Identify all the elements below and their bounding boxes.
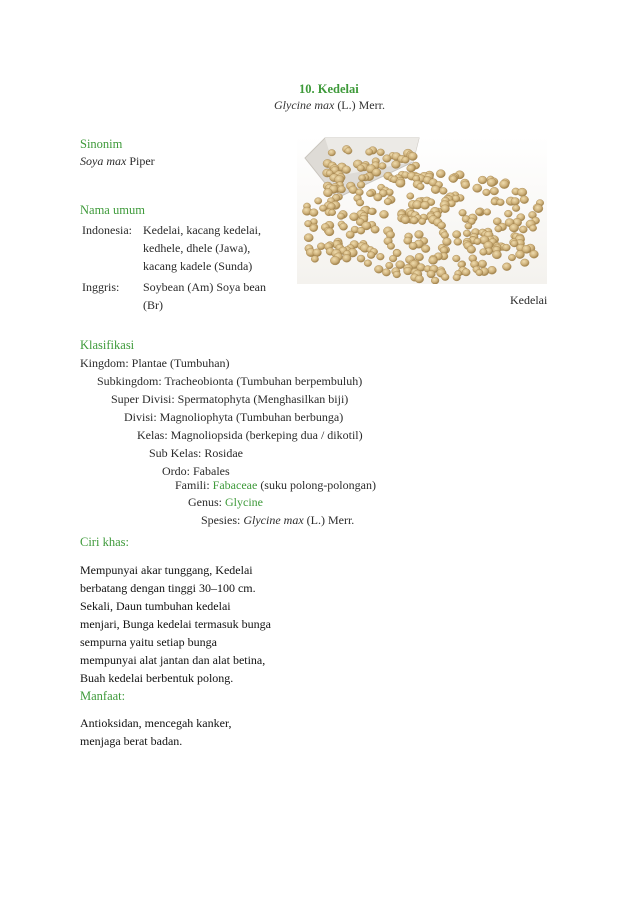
soybean — [461, 181, 470, 189]
soybean — [534, 205, 543, 213]
soybean — [417, 183, 424, 190]
soybean — [476, 269, 483, 276]
genus-value: Glycine — [225, 495, 263, 509]
sinonim-author: Piper — [126, 154, 155, 168]
soybean — [519, 226, 527, 233]
soybean — [359, 175, 366, 182]
soybean — [357, 227, 365, 234]
soybean — [427, 270, 435, 278]
soybean — [342, 254, 351, 262]
ordo-line: Ordo: Fabales — [162, 464, 230, 478]
genus-line — [188, 493, 263, 511]
soybean — [364, 260, 372, 267]
superdivisi-line: Super Divisi: Spermatophyta (Menghasilkan biji) — [111, 392, 349, 406]
soybean — [384, 198, 392, 205]
klasifikasi-heading: Klasifikasi — [80, 338, 135, 352]
soybean — [421, 245, 430, 253]
divisi-line: Divisi: Magnoliophyta (Tumbuhan berbunga) — [124, 410, 344, 424]
ciri-khas-line-1: Mempunyai akar tunggang, Kedelai — [80, 563, 253, 577]
spesies-value: Glycine max — [243, 513, 304, 527]
soybean — [389, 255, 397, 262]
page-title: 10. Kedelai — [299, 82, 359, 96]
soybean — [402, 157, 410, 164]
soybean — [463, 230, 471, 237]
soybean-photo — [297, 136, 547, 284]
soybean — [473, 184, 482, 192]
soybean — [371, 226, 379, 234]
subkelas-line: Sub Kelas: Rosidae — [149, 446, 243, 460]
soybean — [500, 180, 510, 189]
soybean — [357, 165, 364, 172]
famili-note: (suku polong-polongan) — [257, 478, 376, 492]
soybean — [313, 249, 322, 257]
soybean — [407, 193, 414, 200]
soybean — [438, 222, 446, 229]
famili-line — [175, 476, 376, 494]
indonesia-line-3: kacang kadele (Sunda) — [143, 259, 253, 273]
ciri-khas-line-5: sempurna yaitu setiap bunga — [80, 635, 217, 649]
soybean — [431, 186, 440, 194]
soybean — [483, 189, 491, 196]
soybean — [503, 244, 511, 251]
soybean — [495, 226, 502, 233]
soybean — [465, 223, 472, 229]
ciri-khas-line-2: berbatang dengan tinggi 30–100 cm. — [80, 581, 256, 595]
soybean — [490, 187, 499, 195]
spesies-label: Spesies: — [201, 513, 244, 527]
sinonim-value — [80, 152, 155, 170]
indonesia-label: Indonesia: — [82, 223, 132, 237]
soybean — [311, 256, 318, 263]
soybean — [478, 176, 487, 184]
soybean — [441, 274, 449, 281]
sinonim-name: Soya max — [80, 154, 127, 168]
soybean — [453, 255, 461, 262]
soybean — [480, 249, 488, 256]
soybean — [328, 149, 335, 156]
soybean — [357, 255, 365, 262]
soybean — [408, 152, 417, 160]
soybean — [337, 213, 344, 220]
soybean — [409, 242, 417, 249]
soybean — [518, 188, 527, 196]
soybean — [366, 149, 373, 156]
soybean — [356, 199, 364, 206]
soybean — [396, 179, 405, 187]
soybean — [379, 163, 387, 170]
soybean — [419, 218, 426, 225]
soybean — [339, 223, 347, 230]
soybean — [502, 263, 511, 271]
soybean — [478, 260, 487, 268]
soybean — [520, 196, 529, 204]
soybean — [415, 275, 424, 283]
indonesia-line-2: kedhele, dhele (Jawa), — [143, 241, 251, 255]
kelas-line: Kelas: Magnoliopsida (berkeping dua / dikotil) — [137, 428, 363, 442]
soybean — [366, 190, 373, 196]
soybean — [436, 170, 445, 178]
soybean — [346, 231, 354, 239]
soybean — [392, 161, 401, 169]
soybean — [338, 186, 346, 193]
soybean — [475, 209, 482, 216]
soybean — [377, 149, 385, 156]
soybean — [504, 210, 512, 217]
soybean — [454, 238, 462, 245]
scientific-name — [274, 96, 385, 114]
soybean — [374, 265, 383, 273]
soybean — [330, 256, 340, 265]
famili-value: Fabaceae — [212, 478, 258, 492]
famili-label: Famili: — [175, 478, 213, 492]
inggris-label: Inggris: — [82, 280, 120, 294]
soybean — [323, 189, 332, 197]
soybean — [317, 243, 325, 250]
soybean — [367, 252, 375, 259]
ciri-khas-line-6: mempunyai alat jantan dan alat betina, — [80, 653, 266, 667]
soybean — [521, 259, 530, 267]
soybean — [415, 231, 424, 239]
soybean — [410, 217, 418, 224]
soybean — [368, 208, 376, 215]
soybean — [325, 228, 334, 236]
soybean — [377, 253, 385, 260]
soybean — [516, 250, 525, 258]
soybean — [508, 254, 515, 261]
soybean — [497, 199, 505, 206]
soybean — [310, 225, 318, 232]
soybean — [393, 271, 401, 278]
soybean — [449, 176, 457, 183]
soybean — [431, 277, 439, 284]
soybean — [342, 166, 351, 174]
spesies-line — [201, 511, 354, 529]
soybean — [530, 250, 539, 258]
soybean — [407, 165, 415, 172]
indonesia-line-1: Kedelai, kacang kedelai, — [143, 223, 261, 237]
soybean — [462, 269, 470, 276]
soybean — [487, 178, 496, 186]
soybean — [345, 148, 352, 155]
soybean — [357, 181, 365, 188]
ciri-khas-line-3: Sekali, Daun tumbuhan kedelai — [80, 599, 231, 613]
manfaat-line-2: menjaga berat badan. — [80, 734, 183, 748]
soybean — [439, 187, 447, 194]
soybean — [429, 256, 438, 264]
soybean — [453, 274, 461, 281]
sinonim-heading: Sinonim — [80, 137, 123, 151]
kingdom-line: Kingdom: Plantae (Tumbuhan) — [80, 356, 230, 370]
soybean — [382, 269, 390, 276]
soybean — [374, 194, 382, 202]
scientific-name-author: (L.) Merr. — [334, 98, 385, 112]
soybean — [453, 231, 461, 239]
soybean — [492, 251, 501, 259]
soybean — [467, 246, 476, 254]
soybean — [484, 209, 491, 216]
inggris-line-2: (Br) — [143, 298, 163, 312]
soybean — [386, 262, 393, 269]
soybean — [329, 209, 336, 215]
genus-label: Genus: — [188, 495, 225, 509]
soybean — [529, 225, 536, 232]
soybean — [421, 201, 430, 209]
manfaat-line-1: Antioksidan, mencegah kanker, — [80, 716, 232, 730]
soybean — [474, 238, 481, 245]
soybean — [459, 209, 467, 216]
soybean — [380, 210, 389, 218]
spesies-author: (L.) Merr. — [303, 513, 355, 527]
scientific-name-italic: Glycine max — [274, 98, 335, 112]
soybean — [387, 243, 394, 250]
soybean — [315, 198, 322, 205]
subkingdom-line: Subkingdom: Tracheobionta (Tumbuhan berpembuluh) — [97, 374, 363, 388]
nama-umum-heading: Nama umum — [80, 203, 145, 217]
soybean — [310, 209, 319, 217]
image-caption: Kedelai — [510, 293, 548, 307]
ciri-khas-heading: Ciri khas: — [80, 535, 129, 549]
soybean — [401, 216, 410, 224]
ciri-khas-line-7: Buah kedelai berbentuk polong. — [80, 671, 234, 685]
manfaat-heading: Manfaat: — [80, 689, 126, 703]
soybean — [488, 266, 497, 274]
inggris-line-1: Soybean (Am) Soya bean — [143, 280, 266, 294]
soybean — [509, 224, 518, 232]
soybean — [512, 205, 520, 212]
soybean — [383, 155, 391, 163]
soybean — [511, 198, 520, 206]
soybean — [304, 234, 313, 242]
ciri-khas-line-4: menjari, Bunga kedelai termasuk bunga — [80, 617, 271, 631]
